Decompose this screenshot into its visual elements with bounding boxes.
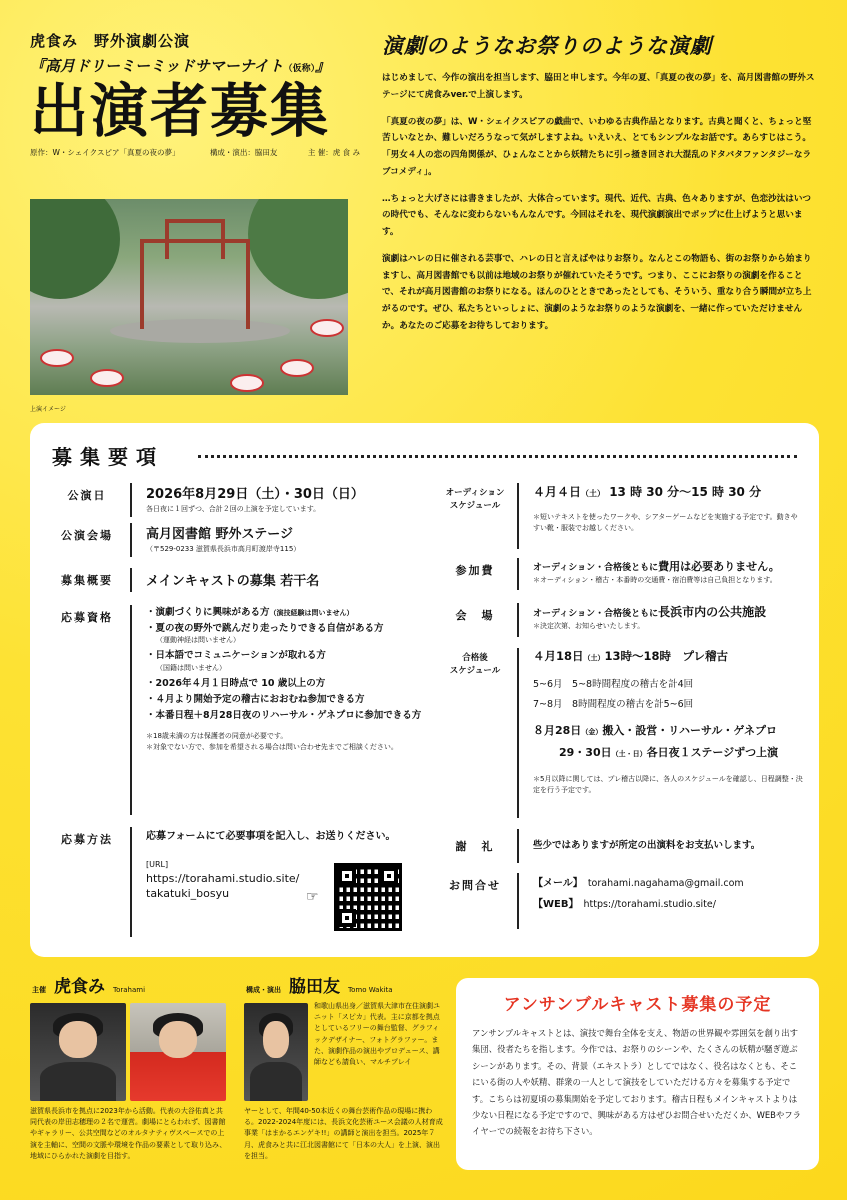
after-item-2: 5~6月 5~8時間程度の稽古を計4回: [533, 679, 694, 690]
photo-fish-figure: [230, 374, 264, 392]
apply-url-line2[interactable]: takatuki_bosyu: [146, 887, 230, 901]
place-prefix: オーディション・合格後ともに: [533, 609, 659, 619]
eligibility-item: [146, 708, 422, 723]
photo-stage-top: [165, 219, 225, 259]
audition-time: 13 時 30 分～15 時 30 分: [609, 485, 762, 499]
photo-body: [250, 1062, 301, 1101]
row-after-schedule: [433, 648, 809, 818]
qr-corner: [380, 867, 398, 885]
director-bio-a: 和歌山県出身／滋賀県大津市在住演劇ユニット「スピカ」代表。主に京都を拠点としているフリーの舞台監督、グラフィックデザイナー、フォトグラファー。また、演劇作品の演出やプロデュース、講師なども請負い、マルチプレイ: [314, 1002, 440, 1066]
eligibility-item: [146, 676, 422, 691]
after-dow: （金）: [581, 728, 603, 736]
director-bio-b: ヤーとして、年間40-50本近くの舞台芸術作品の現場に携わる。2022-2024年度には、長浜文化芸術ユース会議の人材育成事業「はまかるエンゲキ!!」の講師と演出を担当。2025年７月、虎食みと共に江北図書館にて「日本の大人」を上演、演出を担当。: [244, 1107, 443, 1160]
web-url[interactable]: https://torahami.studio.site/: [583, 899, 716, 910]
label-after-schedule: [433, 648, 519, 818]
host-name: 虎食み: [54, 977, 105, 997]
qr-code-icon[interactable]: [334, 863, 402, 931]
intro-paragraph: 「真夏の夜の夢」は、W・シェイクスピアの戯曲で、いわゆる古典作品となります。古典と聞くと、ちょっと堅苦しいなとか、難しいだろうなって気がしますよね。いえいえ、とてもシンプルなお話です。あらすじはこう。「男女４人の恋の四角関係が、ひょんなことから妖精たちに引っ掻き回され大混乱のドタバタファンタジーなラブコメディ」。: [382, 116, 812, 177]
label-performance-date: 公演日: [44, 483, 132, 517]
intro-paragraph: …ちょっと大げさには書きましたが、大体合っています。現代、近代、古典、色々ありますが、色恋沙汰はいつの時代でも、そんなに変わらないもんなんです。今回はそれを、現代演劇演出でポップに仕上げようと思います。: [382, 193, 812, 237]
row-contact: [433, 873, 744, 929]
eligibility-footnote: ＊18歳未満の方は保護者の同意が必要です。: [146, 732, 288, 741]
eligibility-inline-note: （演技経験は問いません）: [269, 609, 354, 617]
value-venue: [132, 523, 300, 557]
label-fee: 参加費: [433, 558, 519, 590]
row-overview: [44, 568, 319, 592]
eligibility-text: ・2026年４月１日時点で 10 歳以上の方: [146, 677, 326, 689]
row-venue: [44, 523, 300, 557]
eligibility-notes: [146, 731, 422, 753]
label-venue: 公演会場: [44, 523, 132, 557]
eligibility-item: [146, 692, 422, 707]
host-role: 主催: [32, 986, 46, 994]
after-item-1: [533, 648, 809, 664]
photo-tree-right: [248, 199, 348, 299]
eligibility-note: （国籍は問いません）: [156, 663, 226, 672]
label-audition: [433, 483, 519, 549]
recruit-title: 募集要項: [52, 445, 164, 469]
header-block: [30, 30, 360, 158]
label-eligibility: 応募資格: [44, 605, 132, 815]
photo-caption: 上演イメージ: [30, 406, 66, 413]
eligibility-item: [146, 621, 422, 645]
host-name-en: Torahami: [113, 986, 146, 994]
after-detail: 13時～18時 プレ稽古: [604, 649, 729, 663]
audition-note: ＊短いテキストを使ったワークや、シアターゲームなどを実施する予定です。動きやすい靴・服装でお越しください。: [533, 513, 798, 532]
ensemble-title: アンサンブルキャスト募集の予定: [503, 995, 772, 1015]
value-after-schedule: [519, 648, 809, 818]
host-heading: [32, 972, 226, 997]
director-photo: [244, 1003, 308, 1101]
eligibility-text: ・夏の夜の野外で跳んだり走ったりできる自信がある方: [146, 623, 384, 635]
credits-line: [30, 147, 360, 158]
after-item-5: [533, 744, 809, 760]
apply-text: 応募フォームにて必要事項を記入し、お送りください。: [146, 831, 396, 842]
photo-fish-figure: [280, 359, 314, 377]
audition-label-line1: オーディション: [445, 488, 505, 498]
after-item-4: [533, 722, 809, 738]
after-date: 29・30日: [559, 746, 612, 759]
row-place: [433, 603, 766, 637]
intro-headline: 演劇のようなお祭りのような演劇: [382, 34, 712, 58]
photo-fish-figure: [310, 319, 344, 337]
after-date: ８月28日: [533, 724, 582, 737]
after-dow: （土・日）: [611, 750, 647, 758]
value-eligibility: [132, 605, 422, 815]
intro-paragraph: はじめまして、今作の演出を担当します、脇田と申します。今年の夏、「真夏の夜の夢」を、高月図書館の野外ステージにて虎食みver.で上演します。: [382, 73, 815, 100]
value-performance-date: [132, 483, 364, 517]
label-overview: 募集概要: [44, 568, 132, 592]
intro-paragraph: 演劇はハレの日に催される芸事で、ハレの日と言えばやはりお祭り。なんとこの物語も、街のお祭りから始まりますし、高月図書館でも以前は地域のお祭りが催れていたそうです。つまり、ここにお祭りの演劇を作ることで、それが高月図書館のお祭りになる。ほんのひとときであったとしても、そういう、重なり合う瞬間が立ち上がるのです。ぜひ、私たちといっしょに、演劇のようなお祭りのような演劇を、一緒に作っていただけませんか。あなたのご応募をお待ちしております。: [382, 253, 812, 331]
eligibility-text: ・演劇づくりに興味がある方: [146, 607, 270, 618]
after-detail: 搬入・設営・リハーサル・ゲネプロ: [602, 724, 777, 737]
apply-url-line1[interactable]: https://torahami.studio.site/: [146, 872, 300, 885]
performance-image: [30, 199, 348, 395]
after-detail: 各日夜１ステージずつ上演: [646, 746, 779, 759]
eligibility-list: [146, 605, 422, 723]
url-label: [URL]: [146, 860, 169, 869]
value-overview: メインキャストの募集 若干名: [146, 574, 320, 589]
value-reward: 些少ではありますが所定の出演料をお支払いします。: [533, 840, 761, 851]
after-date: ４月18日: [533, 649, 584, 663]
fee-note: ＊オーディション・稽古・本番時の交通費・宿泊費等は自己負担となります。: [533, 576, 777, 584]
eligibility-footnote: ＊対象でない方で、参加を希望される場合は問い合わせ先までご相談ください。: [146, 743, 398, 752]
eligibility-item: [146, 605, 422, 620]
title-dotted-rule: [198, 455, 797, 458]
director-heading: [246, 972, 444, 997]
row-reward: [433, 829, 760, 863]
mail-address[interactable]: torahami.nagahama@gmail.com: [587, 878, 744, 889]
intro-block: [382, 30, 817, 345]
value-place: [519, 603, 766, 637]
mail-label: 【メール】: [533, 878, 578, 889]
row-eligibility: [44, 605, 422, 815]
audition-dow: （土）: [581, 489, 606, 498]
host-photo-2: [130, 1003, 226, 1101]
eligibility-note: （運動神経は問いません）: [156, 636, 240, 645]
place-note: ＊決定次第、お知らせいたします。: [533, 622, 645, 630]
after-dow: （土）: [583, 654, 605, 662]
contact-mail: [533, 873, 744, 894]
subtitle-tag: （仮称）: [283, 64, 316, 74]
organizer-line: 虎食み 野外演劇公演: [30, 32, 191, 50]
eligibility-text: ・日本語でコミュニケーションが取れる方: [146, 650, 326, 662]
eligibility-text: ・４月より開始予定の稽古におおむね参加できる方: [146, 693, 365, 705]
main-title: 出演者募集: [30, 77, 331, 145]
subtitle-text: 『高月ドリーミーミッドサマーナイト: [30, 57, 284, 75]
label-reward: 謝 礼: [433, 829, 519, 863]
value-contact: [519, 873, 744, 929]
photo-face: [159, 1021, 197, 1058]
value-audition: [519, 483, 799, 549]
photo-tree-left: [30, 199, 120, 299]
photo-face: [59, 1021, 97, 1058]
label-contact: お問合せ: [433, 873, 519, 929]
row-performance-date: [44, 483, 364, 517]
after-note: ＊5月以降に関しては、プレ稽古以降に、各人のスケジュールを確認し、日程調整・決定を行う予定です。: [533, 775, 803, 794]
photo-fish-figure: [90, 369, 124, 387]
qr-corner: [338, 909, 356, 927]
audition-date: ４月４日: [533, 485, 582, 499]
audition-datetime: [533, 483, 799, 500]
qr-corner: [338, 867, 356, 885]
label-apply: 応募方法: [44, 827, 132, 937]
director-name-en: Tomo Wakita: [348, 986, 393, 994]
photo-face: [263, 1021, 289, 1058]
host-profile: [30, 972, 226, 997]
place-text: 長浜市内の公共施設: [658, 605, 767, 619]
photo-body: [40, 1062, 117, 1101]
credit-original: 原作：W・シェイクスピア「真夏の夜の夢」: [30, 147, 180, 157]
label-place: 会 場: [433, 603, 519, 637]
fee-prefix: オーディション・合格後ともに: [533, 563, 659, 573]
eligibility-text: ・本番日程＋8月28日夜のリハーサル・ゲネプロに参加できる方: [146, 710, 422, 722]
performance-date: 2026年8月29日（土）・30日（日）: [146, 487, 364, 502]
fee-text: 費用は必要ありません。: [658, 560, 780, 573]
venue-address: （〒529-0233 滋賀県長浜市高月町渡岸寺115）: [146, 545, 301, 553]
director-role: 構成・演出: [246, 986, 281, 994]
host-bio: 滋賀県長浜市を拠点に2023年から活動。代表の大谷佑真と共同代表の岸田志穂理の２名で運営。劇場にとらわれず、図書館やギャラリー、公共空間などのオルタナティヴスペースでの上演を主軸に、空間の文脈や環境を作品の要素として取り込み、地域にひらかれた演劇を目指す。: [30, 1107, 227, 1160]
photo-fish-figure: [40, 349, 74, 367]
recruit-card: [30, 423, 819, 957]
eligibility-item: [146, 648, 422, 672]
row-audition: [433, 483, 799, 549]
ensemble-body: アンサンブルキャストとは、演技で舞台全体を支え、物語の世界観や雰囲気を創り出す集団、役者たちを指します。今作では、お祭りのシーンや、たくさんの妖精が騒ぎ遊ぶシーンがあります。その、背景（エキストラ）としてではなく、役名はなくとも、そこにいる街の人や妖精、群衆の一人として演技をしていただける方々を募集する予定です。こちらは初夏頃の募集開始を予定しております。稽古日程もメインキャストよりは少ない日程になる予定ですので、興味がある方はぜひお問合せいただくか、WEBやフライヤーでの続報をお待ち下さい。: [472, 1028, 802, 1137]
performance-date-note: 各日夜に１回ずつ、合計２回の上演を予定しています。: [146, 505, 321, 513]
contact-web: [533, 894, 744, 915]
after-label-line1: 合格後: [462, 653, 488, 663]
value-fee: [519, 558, 780, 590]
pointing-hand-icon: ☞: [306, 889, 319, 905]
director-name: 脇田友: [289, 977, 340, 997]
ensemble-card: [456, 978, 819, 1170]
credit-host: 主 催：虎 食 み: [307, 147, 360, 157]
venue-name: 高月図書館 野外ステージ: [146, 527, 294, 542]
web-label: 【WEB】: [533, 899, 574, 910]
row-fee: [433, 558, 780, 590]
after-item-3: 7~8月 8時間程度の稽古を計5~6回: [533, 699, 694, 710]
director-profile: [244, 972, 444, 997]
production-subtitle: [30, 55, 360, 76]
after-label-line2: スケジュール: [449, 665, 501, 676]
credit-director: 構成・演出：脇田友: [209, 147, 278, 157]
audition-label-line2: スケジュール: [449, 500, 501, 511]
subtitle-end: 』: [315, 57, 331, 75]
host-photo-1: [30, 1003, 126, 1101]
